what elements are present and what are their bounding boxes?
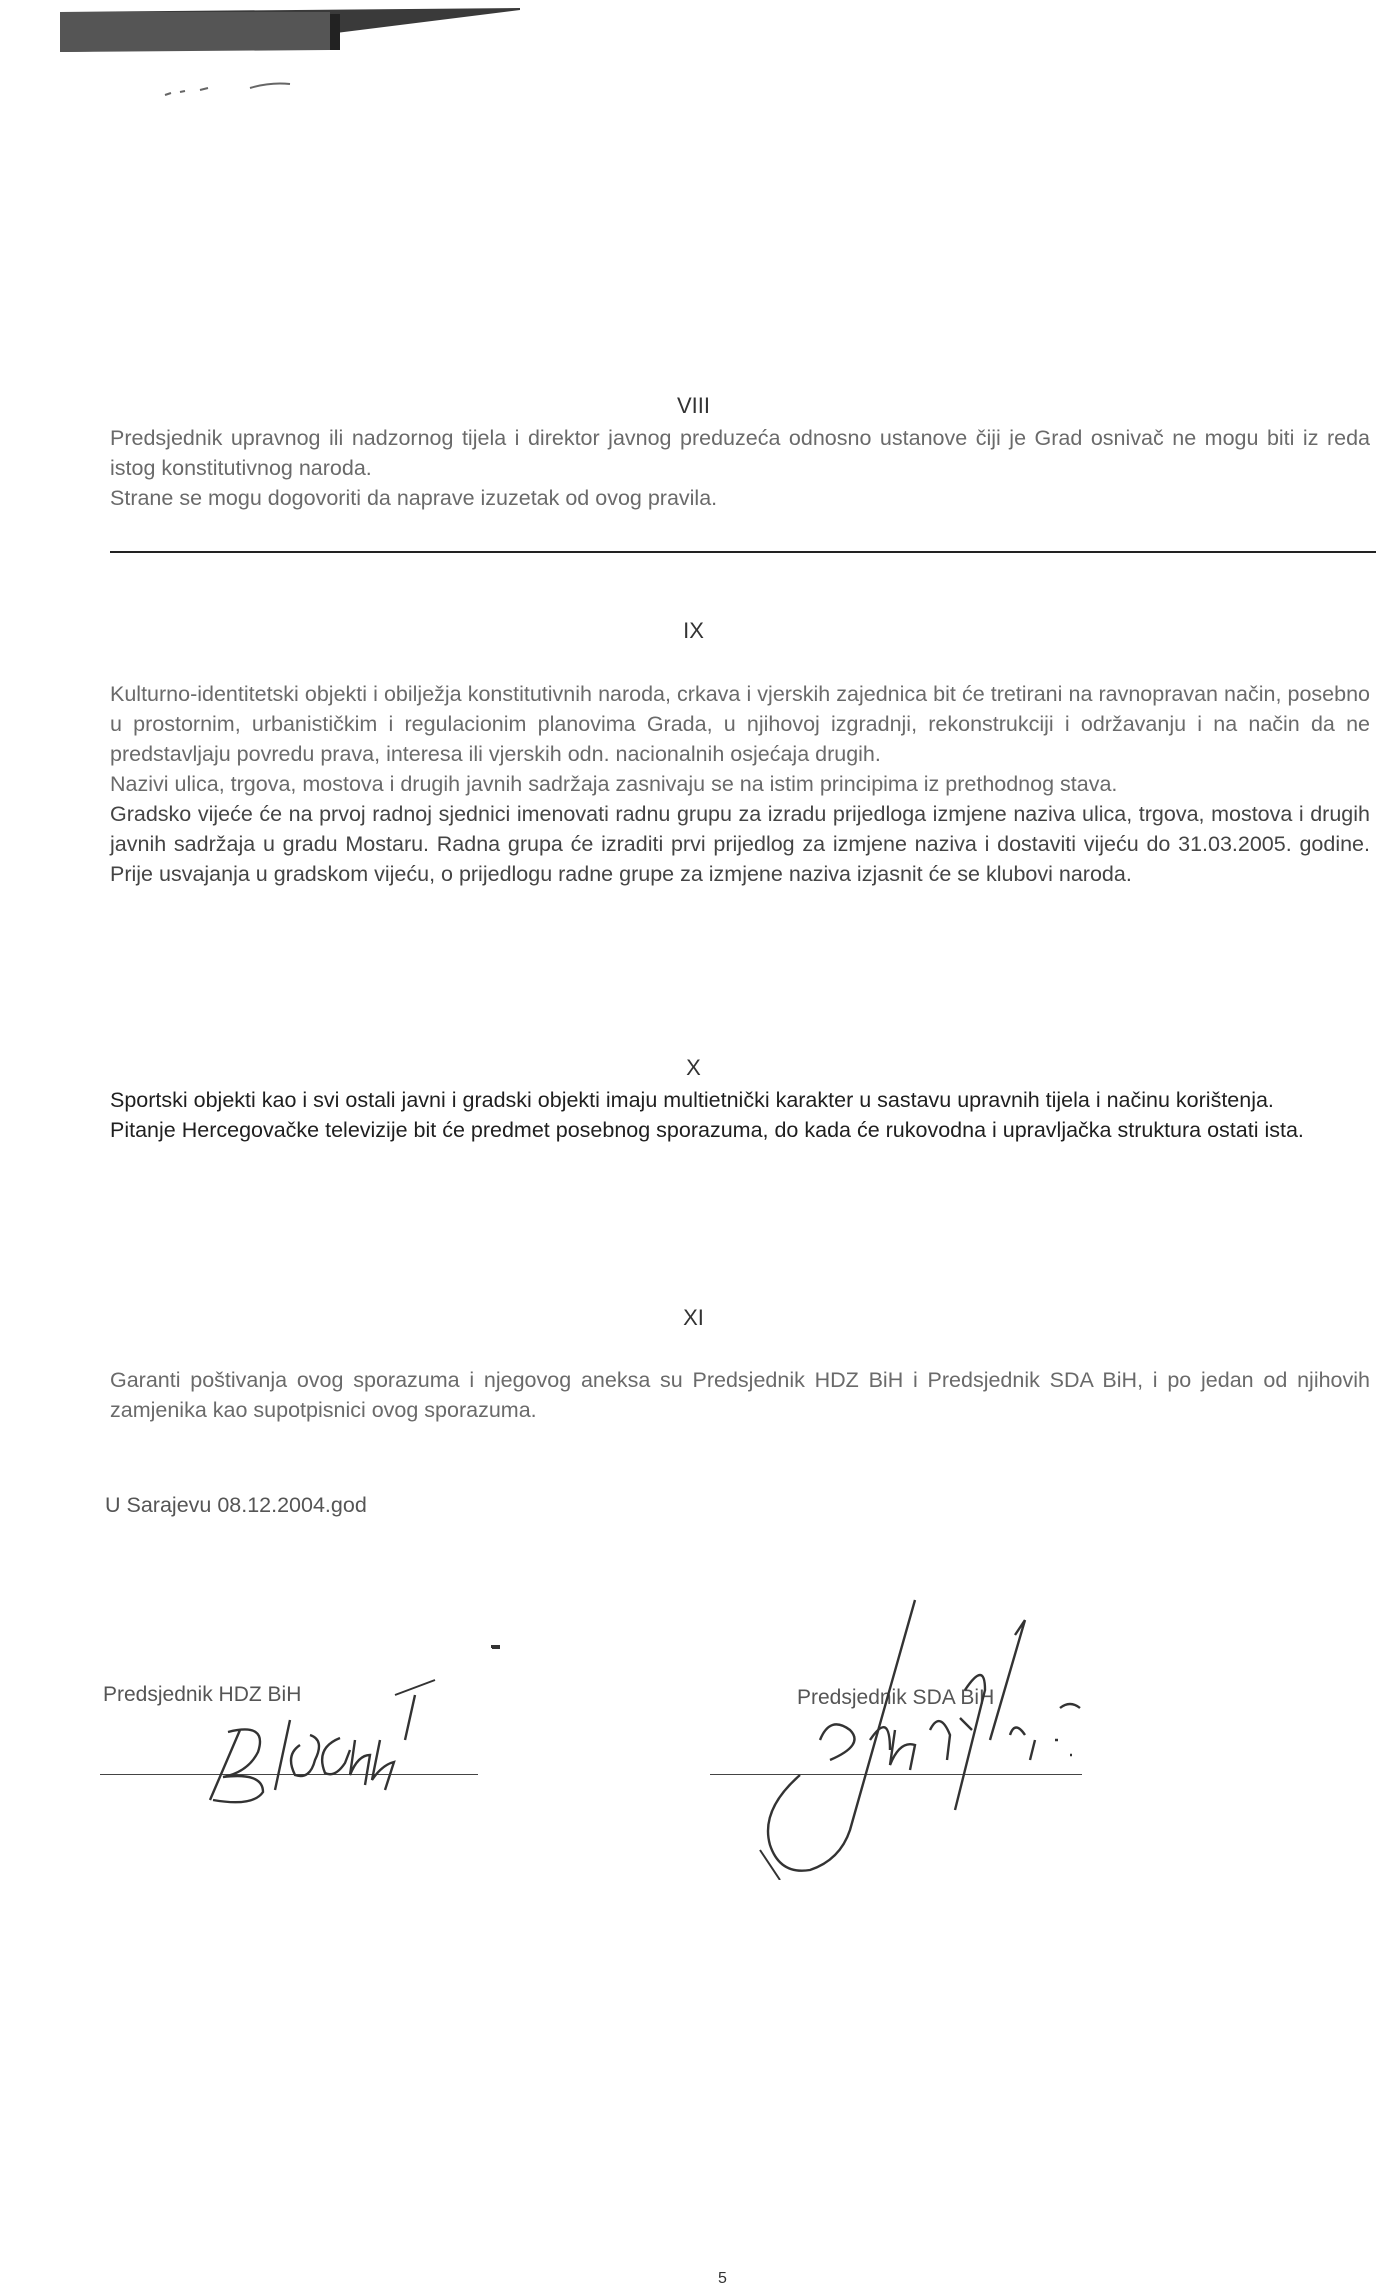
section-ix-paragraph: Nazivi ulica, trgova, mostova i drugih javnih sadržaja zasnivaju se na istim principima iz prethodnog stava. [110, 772, 1118, 796]
section-x-paragraph: Sportski objekti kao i svi ostali javni i gradski objekti imaju multietnički karakter u sastavu upravnih tijela i načinu korištenja. [110, 1088, 1274, 1112]
signature-sda-scribble [720, 1590, 1180, 1880]
section-ix-paragraph: Gradsko vijeće će na prvoj radnoj sjednici imenovati radnu grupu za izradu prijedloga izmjene naziva ulica, trgova, mostova i drugih javnih sadržaja u gradu Mostaru. Radna grupa će izraditi prvi prijedlog za izmjene naziva i dostaviti vijeću do 31.03.2005. godine. Prije usvajanja u gradskom vijeću, o prijedlogu radne grupe za izmjene naziva izjasnit će se klubovi naroda. [110, 802, 1370, 886]
section-viii-title: VIII [676, 393, 710, 418]
section-ix-title: IX [683, 618, 704, 643]
horizontal-divider [110, 551, 1376, 553]
section-viii-line: Predsjednik upravnog ili nadzornog tijela i direktor javnog preduzeća odnosno ustanove čiji je Grad osnivač ne mogu biti iz reda istog konstitutivnog naroda. [110, 426, 1370, 480]
scan-edge-artifact [0, 0, 1387, 130]
signature-hdz-scribble [180, 1640, 500, 1810]
section-x-paragraph: Pitanje Hercegovačke televizije bit će predmet posebnog sporazuma, do kada će rukovodna i upravljačka struktura ostati ista. [110, 1118, 1304, 1142]
section-xi-title: XI [683, 1305, 704, 1330]
section-ix-body [110, 679, 1370, 889]
signature-label-hdz: Predsjednik HDZ BiH [103, 1683, 302, 1706]
section-x-title: X [686, 1055, 701, 1080]
place-date-line: U Sarajevu 08.12.2004.god [105, 1493, 367, 1517]
section-x-body [110, 1085, 1370, 1145]
signature-label-sda: Predsjednik SDA BiH [797, 1686, 995, 1709]
page-number: 5 [718, 2270, 727, 2287]
section-xi-body [110, 1365, 1370, 1425]
section-viii-body [110, 423, 1370, 513]
section-viii-line: Strane se mogu dogovoriti da naprave izuzetak od ovog pravila. [110, 486, 718, 510]
section-ix-paragraph: Kulturno-identitetski objekti i obilježja konstitutivnih naroda, crkava i vjerskih zajednica bit će tretirani na ravnopravan način, posebno u prostornim, urbanističkim i regulacionim planovima Grada, u njihovoj izgradnji, rekonstrukciji i održavanju i na način da ne predstavljaju povredu prava, interesa ili vjerskih odn. nacionalnih osjećaja drugih. [110, 682, 1370, 766]
section-xi-paragraph: Garanti poštivanja ovog sporazuma i njegovog aneksa su Predsjednik HDZ BiH i Predsjednik SDA BiH, i po jedan od njihovih zamjenika kao supotpisnici ovog sporazuma. [110, 1368, 1370, 1422]
